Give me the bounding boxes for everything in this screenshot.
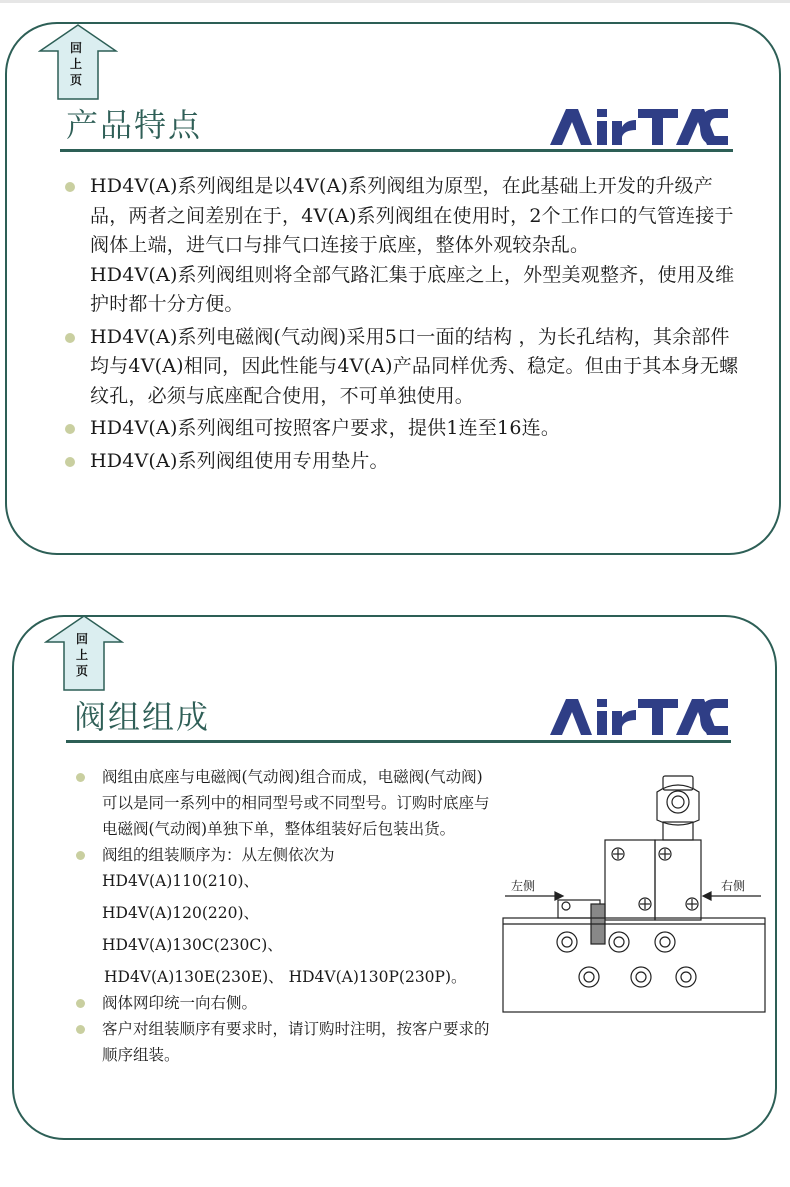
assembly-paragraph: 阀组由底座与电磁阀(气动阀)组合而成，电磁阀(气动阀)可以是同一系列中的相同型号或不同型号。订购时底座与电磁阀(气动阀)单独下单，整体组装好后包装出货。 [102, 768, 490, 838]
back-to-previous-page-button[interactable] [44, 614, 120, 692]
bullet-dot [76, 999, 85, 1008]
section-title-features: 产品特点 [66, 106, 203, 144]
assembly-list [102, 764, 522, 1068]
right-side-label: 右侧 [721, 879, 746, 893]
bullet-dot [65, 182, 75, 192]
assembly-order-line: HD4V(A)130E(230E)、 HD4V(A)130P(230P)。 [104, 968, 467, 986]
bullet-dot [65, 333, 75, 343]
valve-manifold-diagram [495, 772, 767, 1014]
list-item [90, 447, 740, 477]
bullet-dot [76, 1025, 85, 1034]
title-underline [60, 149, 733, 152]
list-item [90, 323, 740, 412]
list-item [102, 842, 522, 990]
top-divider [0, 0, 790, 3]
feature-paragraph: HD4V(A)系列阀组使用专用垫片。 [90, 449, 389, 472]
feature-paragraph: HD4V(A)系列阀组是以4V(A)系列阀组为原型，在此基础上开发的升级产品，两者之间差别在于，4V(A)系列阀组在使用时，2个工作口的气管连接于阀体上端，进气口与排气口连接于底座，整体外观较杂乱。 [90, 175, 734, 256]
feature-paragraph: HD4V(A)系列电磁阀(气动阀)采用5口一面的结构 ，为长孔结构，其余部件均与4V(A)相同，因此性能与4V(A)产品同样优秀、稳定。但由于其本身无螺纹孔，必须与底座配合使用，不可单独使用。 [90, 325, 739, 407]
section-title-assembly: 阀组组成 [74, 698, 211, 736]
bullet-dot [65, 457, 75, 467]
back-to-previous-page-button[interactable] [38, 23, 114, 101]
airtac-logo [548, 103, 728, 151]
feature-paragraph: HD4V(A)系列阀组可按照客户要求，提供1连至16连。 [90, 417, 561, 439]
assembly-order-line: HD4V(A)130C(230C)、 [102, 936, 283, 954]
features-list [90, 172, 740, 479]
title-underline [66, 740, 731, 743]
airtac-logo [548, 693, 728, 741]
assembly-paragraph: 客户对组装顺序有要求时，请订购时注明，按客户要求的顺序组装。 [102, 1020, 490, 1064]
left-side-label: 左侧 [511, 879, 536, 893]
list-item [102, 990, 522, 1016]
list-item [102, 1016, 522, 1068]
assembly-paragraph: 阀组的组装顺序为：从左侧依次为 [102, 846, 335, 864]
assembly-order-line: HD4V(A)120(220)、 [102, 904, 260, 922]
assembly-paragraph: 阀体网印统一向右侧。 [102, 994, 258, 1012]
list-item [90, 172, 740, 320]
assembly-order-line: HD4V(A)110(210)、 [102, 872, 260, 890]
list-item [102, 764, 522, 842]
feature-paragraph: HD4V(A)系列阀组则将全部气路汇集于底座之上，外型美观整齐，使用及维护时都十分方便。 [90, 263, 735, 315]
bullet-dot [76, 851, 85, 860]
back-button-label: 回上页 [69, 41, 82, 87]
list-item [90, 414, 740, 444]
back-button-label: 回上页 [75, 632, 88, 678]
bullet-dot [76, 773, 85, 782]
bullet-dot [65, 424, 75, 434]
